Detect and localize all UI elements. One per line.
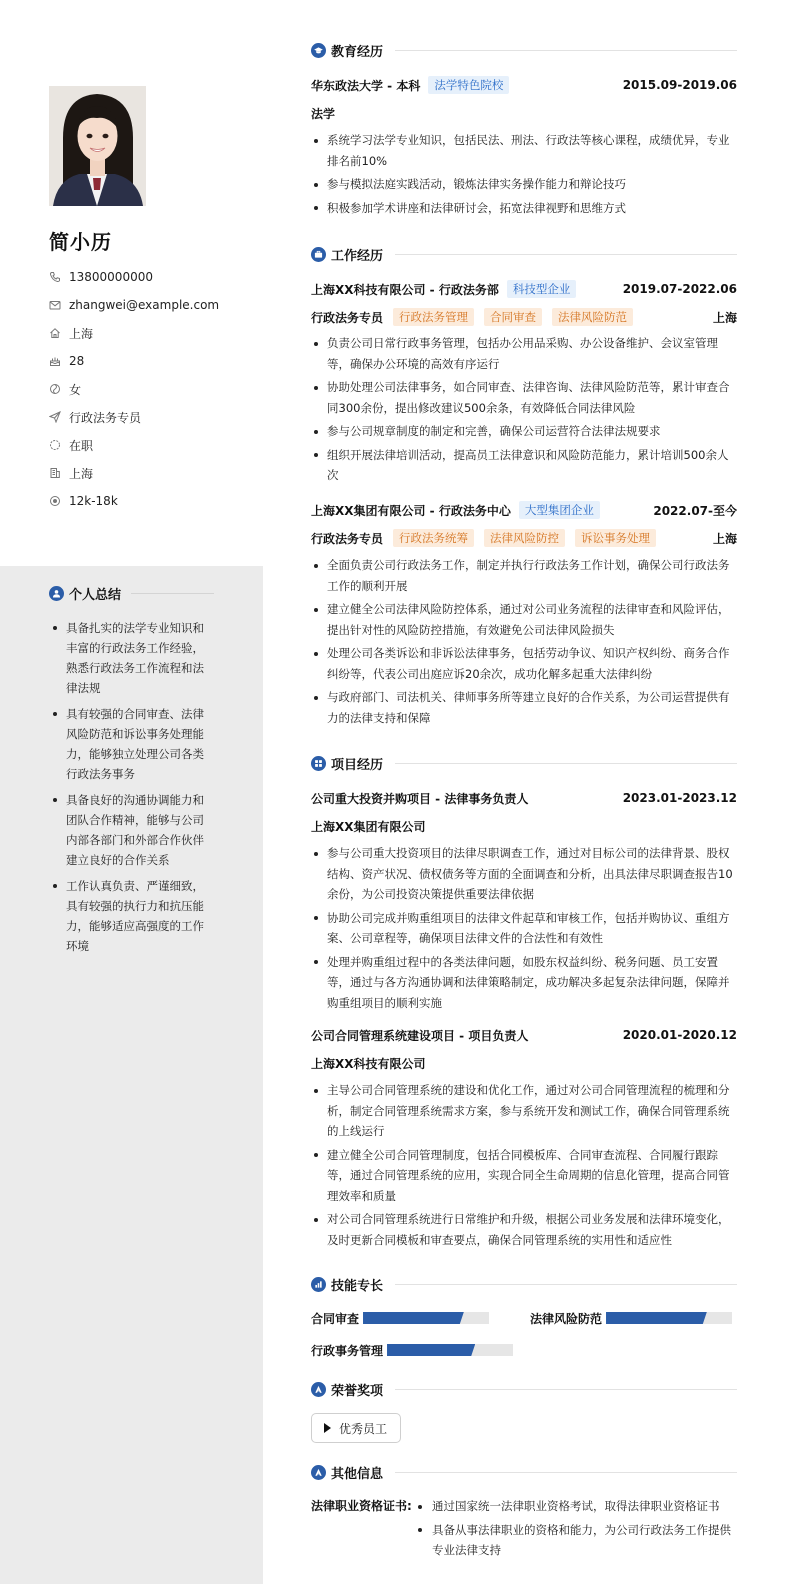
project-org-row — [311, 816, 737, 836]
skill-label: 行政事务管理 — [311, 1343, 384, 1358]
skill-label: 合同审查 — [311, 1311, 360, 1326]
list-item: 具有较强的合同审查、法律风险防范和诉讼事务处理能力，能够独立处理公司各类行政法务事务 — [50, 704, 212, 784]
education-date: 2015.09-2019.06 — [622, 78, 737, 92]
phone-icon — [49, 271, 61, 283]
divider — [395, 254, 737, 255]
project-list — [311, 843, 737, 1016]
job-city: 上海 — [712, 310, 737, 325]
user-icon — [49, 586, 64, 601]
skill-label: 法律风险防范 — [530, 1311, 603, 1326]
other-title: 其他信息 — [331, 1467, 384, 1482]
list-item: 主导公司合同管理系统的建设和优化工作，通过对公司合同管理流程的梳理和分析，制定合同管理系统需求方案，参与系统开发和测试工作，确保合同管理系统的上线运行 — [311, 1080, 737, 1142]
skill-tag: 行政法务统筹 — [393, 529, 474, 547]
job-role: 行政法务专员 — [311, 531, 384, 546]
divider — [395, 50, 737, 51]
list-item: 工作认真负责、严谨细致，具有较强的执行力和抗压能力，能够适应高强度的工作环境 — [50, 876, 212, 956]
job-header — [311, 279, 737, 299]
skill-bar — [606, 1312, 732, 1324]
info-phone — [49, 263, 249, 291]
skill-tag: 行政法务管理 — [393, 308, 474, 326]
awards-title: 荣誉奖项 — [331, 1384, 384, 1399]
info-gender-text: 女 — [69, 382, 82, 397]
info-email — [49, 291, 249, 319]
summary-list — [50, 618, 212, 962]
skill-admin-management — [311, 1342, 513, 1358]
skill-tag: 合同审查 — [484, 308, 542, 326]
summary-title: 个人总结 — [69, 588, 122, 603]
info-location — [49, 319, 249, 347]
certificate-label: 法律职业资格证书: — [311, 1499, 412, 1513]
project-name: 公司重大投资并购项目 - 法律事务负责人 — [311, 791, 529, 806]
work-header — [311, 245, 737, 264]
project-date: 2023.01-2023.12 — [622, 791, 737, 805]
list-item: 系统学习法学专业知识，包括民法、刑法、行政法等核心课程，成绩优异，专业排名前10% — [311, 130, 737, 171]
skill-tag: 诉讼事务处理 — [575, 529, 656, 547]
skill-contract-review — [311, 1310, 489, 1326]
list-item: 具备从事法律职业的资格和能力，为公司行政法务工作提供专业法律支持 — [414, 1520, 737, 1561]
work-title: 工作经历 — [331, 249, 384, 264]
list-item: 参与公司规章制度的制定和完善，确保公司运营符合法律法规要求 — [311, 421, 737, 442]
education-header — [311, 41, 737, 60]
company-tag: 大型集团企业 — [519, 501, 600, 519]
skill-bar — [363, 1312, 489, 1324]
list-item: 参与模拟法庭实践活动，锻炼法律实务操作能力和辩论技巧 — [311, 174, 737, 195]
summary-header — [49, 584, 214, 603]
list-item: 组织开展法律培训活动，提高员工法律意识和风险防范能力，累计培训500余人次 — [311, 445, 737, 486]
list-item: 处理并购重组过程中的各类法律问题，如股东权益纠纷、税务问题、员工安置等，通过与各方沟通协调和法律策略制定，成功解决多起复杂法律问题，保障并购重组项目的顺利实施 — [311, 952, 737, 1014]
info-city-text: 上海 — [69, 466, 94, 481]
divider — [395, 1472, 737, 1473]
skills-title: 技能专长 — [331, 1279, 384, 1294]
skills-header — [311, 1275, 737, 1294]
skill-bar-fill — [606, 1312, 707, 1324]
list-item: 处理公司各类诉讼和非诉讼法律事务，包括劳动争议、知识产权纠纷、商务合作纠纷等，代表公司出庭应诉20余次，成功化解多起重大法律纠纷 — [311, 643, 737, 684]
home-icon — [49, 327, 61, 339]
list-item: 参与公司重大投资项目的法律尽职调查工作，通过对目标公司的法律背景、股权结构、资产状况、债权债务等方面的全面调查和分析，出具法律尽职调查报告10余份，为公司投资决策提供重要法律依据 — [311, 843, 737, 905]
award-label: 优秀员工 — [339, 1421, 388, 1436]
education-entry-header — [311, 75, 737, 95]
education-list — [311, 130, 737, 221]
job-role-row — [311, 307, 737, 327]
project-org: 上海XX集团有限公司 — [311, 819, 426, 834]
skill-bar-fill — [387, 1344, 475, 1356]
divider — [395, 1284, 737, 1285]
job-date: 2019.07-2022.06 — [622, 282, 737, 296]
list-item: 通过国家统一法律职业资格考试，取得法律职业资格证书 — [414, 1496, 737, 1517]
projects-header — [311, 754, 737, 773]
divider — [131, 593, 214, 594]
divider — [395, 763, 737, 764]
job-header — [311, 500, 737, 520]
mail-icon — [49, 299, 61, 311]
list-item: 负责公司日常行政事务管理，包括办公用品采购、办公设备维护、会议室管理等，确保办公环境的高效有序运行 — [311, 333, 737, 374]
company-tag: 科技型企业 — [507, 280, 577, 298]
school-tag: 法学特色院校 — [428, 76, 509, 94]
profile-name: 简小历 — [49, 230, 112, 254]
list-item: 具备良好的沟通协调能力和团队合作精神，能够与公司内部各部门和外部合作伙伴建立良好的合作关系 — [50, 790, 212, 870]
grid-icon — [311, 756, 326, 771]
status-icon — [49, 439, 61, 451]
award-icon — [311, 1382, 326, 1397]
certificate-list — [414, 1496, 737, 1564]
info-age — [49, 347, 249, 375]
sidebar — [0, 0, 263, 1584]
company-name: 上海XX集团有限公司 - 行政法务中心 — [311, 503, 511, 518]
project-org: 上海XX科技有限公司 — [311, 1056, 426, 1071]
info-gender — [49, 375, 249, 403]
divider — [395, 1389, 737, 1390]
job-date: 2022.07-至今 — [653, 503, 737, 518]
play-icon — [324, 1423, 331, 1433]
job-duties-list — [311, 555, 737, 731]
contact-info-list — [49, 263, 249, 515]
info-phone-text: 13800000000 — [69, 270, 153, 284]
major: 法学 — [311, 106, 336, 121]
info-email-text: zhangwei@example.com — [69, 298, 220, 312]
info-age-text: 28 — [69, 354, 85, 368]
education-title: 教育经历 — [331, 45, 384, 60]
project-name: 公司合同管理系统建设项目 - 项目负责人 — [311, 1028, 529, 1043]
info-status-text: 在职 — [69, 438, 94, 453]
list-item: 与政府部门、司法机关、律师事务所等建立良好的合作关系，为公司运营提供有力的法律支持和保障 — [311, 687, 737, 728]
profile-photo — [49, 86, 146, 206]
project-header — [311, 788, 737, 808]
school-name: 华东政法大学 - 本科 — [311, 78, 421, 93]
list-item: 协助公司完成并购重组项目的法律文件起草和审核工作，包括并购协议、重组方案、公司章程等，确保项目法律文件的合法性和有效性 — [311, 908, 737, 949]
info-position — [49, 403, 249, 431]
info-city — [49, 459, 249, 487]
skill-tag: 法律风险防范 — [552, 308, 633, 326]
job-city: 上海 — [712, 531, 737, 546]
info-salary — [49, 487, 249, 515]
info-location-text: 上海 — [69, 326, 94, 341]
awards-header — [311, 1380, 737, 1399]
project-date: 2020.01-2020.12 — [622, 1028, 737, 1042]
education-major-row — [311, 103, 737, 123]
list-item: 全面负责公司行政法务工作，制定并执行行政法务工作计划，确保公司行政法务工作的顺利开展 — [311, 555, 737, 596]
skill-bar-fill — [363, 1312, 464, 1324]
bar-chart-icon — [311, 1277, 326, 1292]
skill-bar — [387, 1344, 513, 1356]
project-org-row — [311, 1053, 737, 1073]
list-item: 建立健全公司法律风险防控体系，通过对公司业务流程的法律审查和风险评估，提出针对性的风险防控措施，有效避免公司法律风险损失 — [311, 599, 737, 640]
job-role: 行政法务专员 — [311, 310, 384, 325]
certificate-row — [311, 1496, 737, 1564]
skill-risk-prevention — [530, 1310, 732, 1326]
job-duties-list — [311, 333, 737, 489]
other-header — [311, 1463, 737, 1482]
info-position-text: 行政法务专员 — [69, 410, 142, 425]
gender-icon — [49, 383, 61, 395]
list-item: 建立健全公司合同管理制度，包括合同模板库、合同审查流程、合同履行跟踪等，通过合同管理系统的应用，实现合同全生命周期的信息化管理，提高合同管理效率和质量 — [311, 1145, 737, 1207]
info-badge-icon — [311, 1465, 326, 1480]
graduation-cap-icon — [311, 43, 326, 58]
info-status — [49, 431, 249, 459]
send-icon — [49, 411, 61, 423]
job-role-row — [311, 528, 737, 548]
project-list — [311, 1080, 737, 1253]
briefcase-icon — [311, 247, 326, 262]
company-name: 上海XX科技有限公司 - 行政法务部 — [311, 282, 499, 297]
info-salary-text: 12k-18k — [69, 494, 118, 508]
project-header — [311, 1025, 737, 1045]
award-item[interactable] — [311, 1413, 401, 1443]
list-item: 具备扎实的法学专业知识和丰富的行政法务工作经验，熟悉行政法务工作流程和法律法规 — [50, 618, 212, 698]
list-item: 积极参加学术讲座和法律研讨会，拓宽法律视野和思维方式 — [311, 198, 737, 219]
cake-icon — [49, 355, 61, 367]
list-item: 对公司合同管理系统进行日常维护和升级，根据公司业务发展和法律环境变化，及时更新合同模板和审查要点，确保合同管理系统的实用性和适应性 — [311, 1209, 737, 1250]
projects-title: 项目经历 — [331, 758, 384, 773]
building-icon — [49, 467, 61, 479]
skill-tag: 法律风险防控 — [484, 529, 565, 547]
list-item: 协助处理公司法律事务，如合同审查、法律咨询、法律风险防范等，累计审查合同300余份，提出修改建议500余条，有效降低合同法律风险 — [311, 377, 737, 418]
salary-icon — [49, 495, 61, 507]
